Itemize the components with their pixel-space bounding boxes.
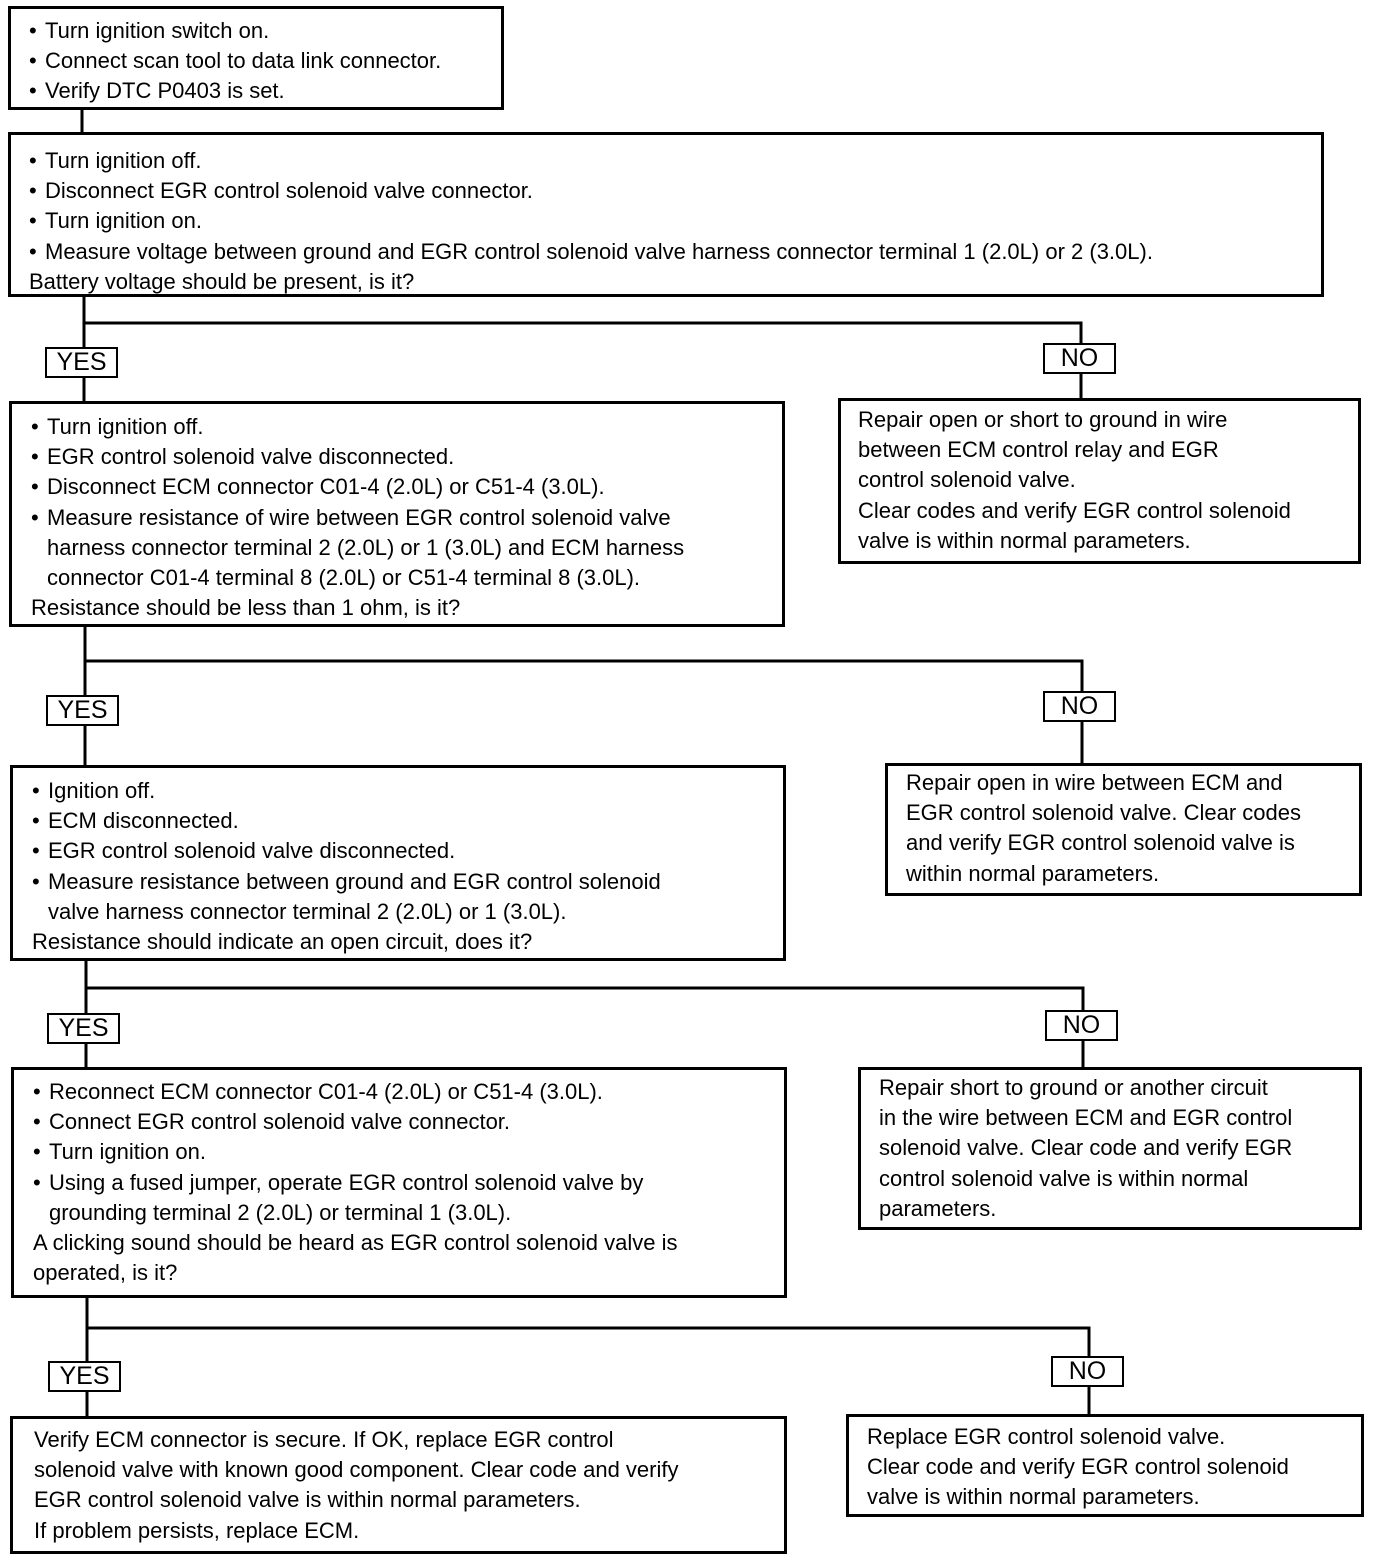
text-line: Repair open in wire between ECM and [906, 770, 1283, 795]
text-line: parameters. [879, 1195, 997, 1221]
no1-repair-box [838, 398, 1361, 564]
connector-step3-no3 [86, 988, 1083, 1010]
yes-label-4: YES [48, 1361, 121, 1392]
bullet-line: • Connect EGR control solenoid valve connector. [33, 1107, 784, 1137]
no3-repair-box [858, 1067, 1362, 1230]
connector-step1-no1 [84, 323, 1081, 343]
text-line: Resistance should be less than 1 ohm, is it? [31, 595, 461, 621]
bullet-line: • EGR control solenoid valve disconnected. [31, 442, 782, 472]
text-line: harness connector terminal 2 (2.0L) or 1 (3.0L) and ECM harness [47, 534, 685, 560]
bullet-line: • Connect scan tool to data link connector. [29, 46, 501, 76]
text-line: Verify ECM connector is secure. If OK, replace EGR control [34, 1427, 614, 1452]
text-line: Replace EGR control solenoid valve. [867, 1424, 1226, 1449]
bullet-line: • EGR control solenoid valve disconnected. [32, 836, 783, 866]
connector-step2-no2 [85, 661, 1082, 691]
final-yes-box [10, 1416, 787, 1554]
bullet-line: • Measure resistance between ground and EGR control solenoid [32, 867, 783, 897]
text-line: A clicking sound should be heard as EGR control solenoid valve is [33, 1230, 678, 1256]
text-line: and verify EGR control solenoid valve is [906, 830, 1295, 856]
text-line: Battery voltage should be present, is it? [29, 268, 415, 294]
text-line: EGR control solenoid valve. Clear codes [906, 800, 1301, 826]
bullet-line: • Using a fused jumper, operate EGR control solenoid valve by [33, 1168, 784, 1198]
yes-label-1: YES [45, 347, 118, 378]
bullet-line: • ECM disconnected. [32, 806, 783, 836]
text-line: operated, is it? [33, 1260, 178, 1286]
no-label-1: NO [1043, 343, 1116, 374]
text-line: Repair open or short to ground in wire [858, 407, 1228, 432]
bullet-line: • Turn ignition switch on. [29, 16, 501, 46]
text-line: valve is within normal parameters. [867, 1484, 1200, 1510]
bullet-line: • Disconnect ECM connector C01-4 (2.0L) or C51-4 (3.0L). [31, 472, 782, 502]
step3-box [10, 765, 786, 961]
bullet-line: • Verify DTC P0403 is set. [29, 76, 501, 106]
yes-label-2: YES [46, 695, 119, 726]
text-line: EGR control solenoid valve is within normal parameters. [34, 1487, 581, 1513]
bullet-line: • Turn ignition off. [31, 412, 782, 442]
text-line: between ECM control relay and EGR [858, 437, 1219, 463]
text-line: control solenoid valve. [858, 467, 1076, 493]
bullet-line: • Reconnect ECM connector C01-4 (2.0L) or C51-4 (3.0L). [33, 1077, 784, 1107]
text-line: connector C01-4 terminal 8 (2.0L) or C51-4 terminal 8 (3.0L). [47, 565, 641, 591]
text-line: control solenoid valve is within normal [879, 1165, 1249, 1191]
text-line: Resistance should indicate an open circuit, does it? [32, 929, 533, 955]
step2-box [9, 401, 785, 627]
text-line: within normal parameters. [906, 860, 1160, 886]
no-label-4: NO [1051, 1356, 1124, 1387]
step4-box [11, 1067, 787, 1298]
connector-step4-no4 [87, 1328, 1089, 1356]
bullet-line: • Turn ignition on. [29, 206, 1321, 236]
step1-box [8, 132, 1324, 297]
bullet-line: • Disconnect EGR control solenoid valve connector. [29, 176, 1321, 206]
text-line: Clear codes and verify EGR control solenoid [858, 497, 1291, 523]
text-line: solenoid valve with known good component. Clear code and verify [34, 1457, 679, 1483]
no-label-3: NO [1045, 1010, 1118, 1041]
start-box [8, 6, 504, 110]
text-line: grounding terminal 2 (2.0L) or terminal 1 (3.0L). [49, 1199, 512, 1225]
bullet-line: • Turn ignition off. [29, 146, 1321, 176]
bullet-line: • Ignition off. [32, 776, 783, 806]
final-no-box [846, 1414, 1364, 1517]
text-line: valve is within normal parameters. [858, 527, 1191, 553]
no2-repair-box [885, 763, 1362, 896]
no-label-2: NO [1043, 691, 1116, 722]
yes-label-3: YES [47, 1013, 120, 1044]
bullet-line: • Measure voltage between ground and EGR control solenoid valve harness connector terminal 1 (2.0L) or 2 (3.0L). [29, 237, 1321, 267]
text-line: If problem persists, replace ECM. [34, 1517, 360, 1543]
text-line: Repair short to ground or another circuit [879, 1075, 1268, 1100]
text-line: solenoid valve. Clear code and verify EGR [879, 1135, 1293, 1161]
text-line: in the wire between ECM and EGR control [879, 1105, 1293, 1131]
text-line: Clear code and verify EGR control solenoid [867, 1454, 1289, 1480]
bullet-line: • Turn ignition on. [33, 1137, 784, 1167]
bullet-line: • Measure resistance of wire between EGR control solenoid valve [31, 503, 782, 533]
text-line: valve harness connector terminal 2 (2.0L) or 1 (3.0L). [48, 898, 567, 924]
